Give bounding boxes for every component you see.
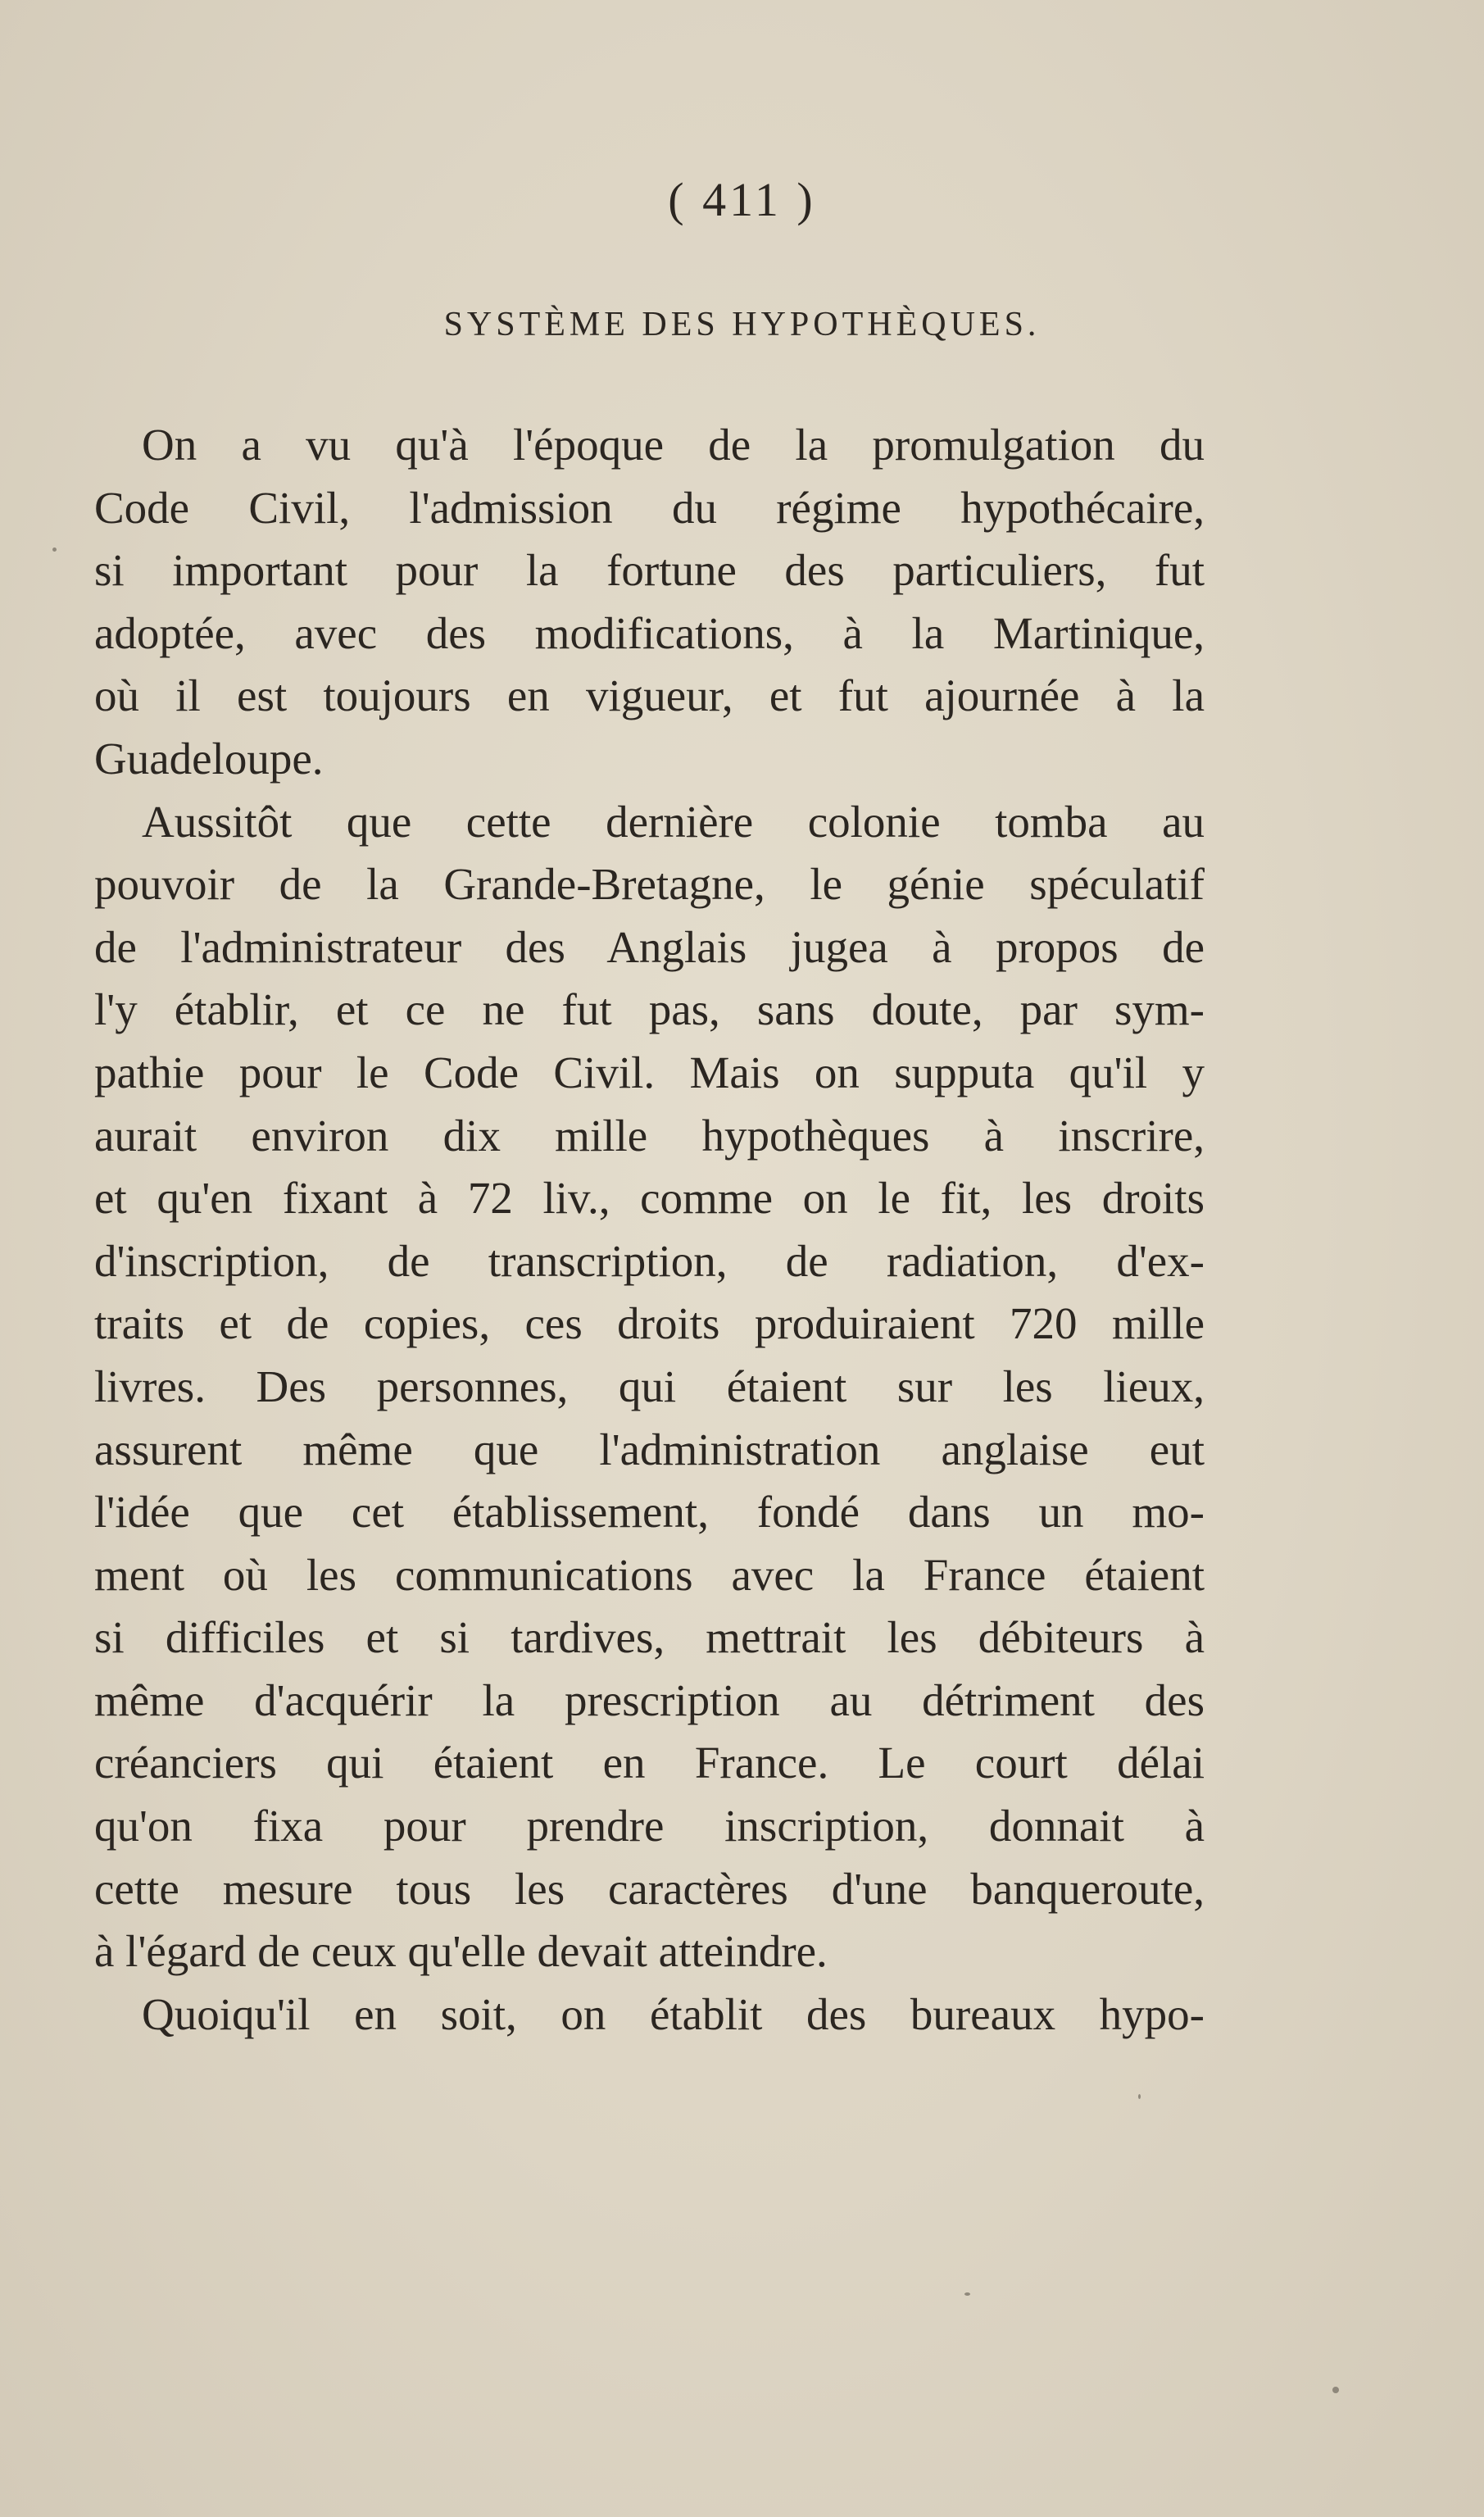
text-line: qu'on fixa pour prendre inscription, donnait à (94, 1801, 1205, 1851)
section-heading: SYSTÈME DES HYPOTHÈQUES. (443, 306, 1041, 343)
text-line: traits et de copies, ces droits produiraient 720 mille (94, 1298, 1205, 1349)
text-line: Aussitôt que cette dernière colonie tomba au (142, 796, 1205, 847)
text-line: Guadeloupe. (94, 733, 324, 784)
text-line: aurait environ dix mille hypothèques à inscrire, (94, 1110, 1205, 1161)
text-line: pathie pour le Code Civil. Mais on supputa qu'il y (94, 1047, 1205, 1097)
text-line: où il est toujours en vigueur, et fut ajournée à la (94, 670, 1205, 721)
paper-speck (52, 547, 57, 552)
text-line: assurent même que l'administration anglaise eut (94, 1424, 1205, 1474)
text-line: Code Civil, l'admission du régime hypothécaire, (94, 482, 1205, 533)
text-line: l'idée que cet établissement, fondé dans un mo- (94, 1487, 1205, 1538)
text-line: et qu'en fixant à 72 liv., comme on le fit, les droits (94, 1173, 1205, 1224)
text-line: à l'égard de ceux qu'elle devait atteindre. (94, 1926, 828, 1977)
text-line: pouvoir de la Grande-Bretagne, le génie spéculatif (94, 859, 1205, 910)
text-line: créanciers qui étaient en France. Le court délai (94, 1738, 1205, 1788)
text-line: ment où les communications avec la France étaient (94, 1549, 1205, 1600)
text-line: On a vu qu'à l'époque de la promulgation du (142, 420, 1205, 470)
text-line: livres. Des personnes, qui étaient sur les lieux, (94, 1361, 1205, 1411)
paper-speck (1138, 2094, 1141, 2099)
text-line: de l'administrateur des Anglais jugea à propos de (94, 921, 1205, 972)
paper-speck (1332, 2387, 1339, 2393)
text-line: cette mesure tous les caractères d'une banqueroute, (94, 1863, 1205, 1914)
text-line: Quoiqu'il en soit, on établit des bureaux hypo- (142, 1988, 1205, 2039)
body-text (94, 414, 1205, 2046)
paper-speck (964, 2292, 970, 2296)
text-line: l'y établir, et ce ne fut pas, sans doute, par sym- (94, 984, 1205, 1035)
text-line: si difficiles et si tardives, mettrait les débiteurs à (94, 1612, 1205, 1663)
text-line: adoptée, avec des modifications, à la Martinique, (94, 607, 1205, 658)
page-number: ( 411 ) (668, 173, 816, 226)
text-line: d'inscription, de transcription, de radiation, d'ex- (94, 1235, 1205, 1286)
text-line: même d'acquérir la prescription au détriment des (94, 1674, 1205, 1725)
text-line: si important pour la fortune des particuliers, fut (94, 545, 1205, 596)
